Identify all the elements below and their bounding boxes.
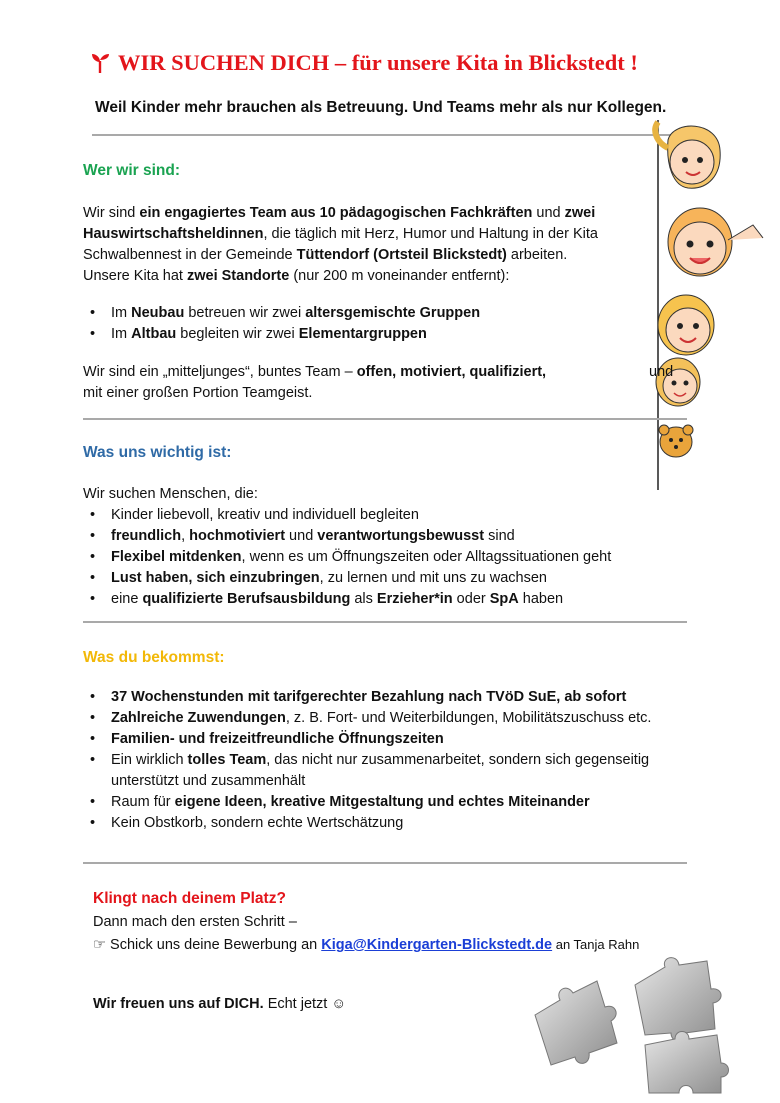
bold-text: Zahlreiche Zuwendungen [111,710,286,726]
list-item [83,568,611,589]
bold-text: SpA [489,591,519,607]
values-intro: Wir suchen Menschen, die: [83,486,258,502]
list-item [83,792,590,813]
about-paragraph-4 [83,266,509,287]
list-item [83,526,611,547]
divider [92,134,672,136]
list-item [83,303,480,324]
contact-line-2-pre: Schick uns deine Bewerbung an [106,937,322,953]
bold-text: eigene Ideen, kreative Mitgestaltung und echtes Miteinander [174,794,590,810]
contact-line-2-post: an Tanja Rahn [552,937,640,952]
list-item [83,813,590,834]
puzzle-pieces-illustration [525,955,740,1095]
bold-text: Hauswirtschaftsheldinnen [83,226,264,242]
seedling-icon [90,52,110,74]
about-paragraph-3 [83,245,567,266]
bold-text: ein engagiertes Team aus 10 pädagogischen Fachkräften [139,205,533,221]
text-run: haben [518,591,564,607]
closing-rest: Echt jetzt ☺ [263,996,347,1012]
contact-heading: Klingt nach deinem Platz? [93,890,286,907]
team-description-end: und [649,364,674,380]
text-run: , wenn es um Öffnungszeiten oder Alltagssituationen geht [241,549,612,565]
text-run: , die täglich mit Herz, Humor und Haltung in der Kita [263,226,598,242]
about-paragraph-2 [83,224,598,245]
bold-text: Lust haben, sich einzubringen [111,570,320,586]
bold-text: offen, motiviert, qualifiziert, [356,364,547,380]
contact-line-1: Dann mach den ersten Schritt – [93,914,297,930]
text-run: Wir sind ein „mitteljunges“, buntes Team – [83,364,357,380]
bold-text: Neubau [131,305,185,321]
bold-text: altersgemischte Gruppen [305,305,481,321]
about-paragraph-1 [83,203,595,224]
text-run: arbeiten. [506,247,568,263]
benefit-continuation: unterstützt und zusammenhält [111,773,306,789]
text-run: , das nicht nur zusammenarbeitet, sondern sich gegenseitig [266,752,650,768]
text-run: begleiten wir zwei [176,326,299,342]
list-item [83,729,651,750]
bold-text: verantwortungsbewusst [317,528,485,544]
text-run: Raum für [111,794,175,810]
text-run: betreuen wir zwei [184,305,306,321]
contact-line-2 [93,934,639,956]
text-run: , [181,528,190,544]
divider [83,418,687,420]
text-run: sind [484,528,515,544]
bold-text: 37 Wochenstunden mit tarifgerechter Bezahlung nach TVöD SuE, ab sofort [111,689,627,705]
subtitle: Weil Kinder mehr brauchen als Betreuung. Und Teams mehr als nur Kollegen. [95,99,667,116]
text-run: (nur 200 m voneinander entfernt): [289,268,510,284]
text-run: , zu lernen und mit uns zu wachsen [319,570,547,586]
bold-text: zwei Standorte [186,268,290,284]
benefits-list-a [83,687,651,771]
text-run: Ein wirklich [111,752,188,768]
text-run: Kein Obstkorb, sondern echte Wertschätzung [111,815,404,831]
bold-text: freundlich [111,528,182,544]
text-run: Unsere Kita hat [83,268,187,284]
list-item [83,547,611,568]
text-run: , z. B. Fort- und Weiterbildungen, Mobilitätszuschuss etc. [285,710,652,726]
text-run: Kinder liebevoll, kreativ und individuell begleiten [111,507,419,523]
bold-text: qualifizierte Berufsausbildung [142,591,351,607]
bold-text: Familien- und freizeitfreundliche Öffnungszeiten [111,731,444,747]
team-description-1 [83,362,546,383]
list-item [83,589,611,610]
list-item [83,750,651,771]
text-run: Wir sind [83,205,140,221]
team-description-2: mit einer großen Portion Teamgeist. [83,385,313,401]
bold-text: Flexibel mitdenken [111,549,242,565]
section-heading-benefits: Was du bekommst: [83,649,225,666]
kids-peeking-illustration [628,120,768,490]
text-run: eine [111,591,143,607]
section-heading-about: Wer wir sind: [83,162,181,179]
text-run: Schwalbennest in der Gemeinde [83,247,297,263]
about-list [83,303,480,345]
divider [83,621,687,623]
text-run: als [350,591,377,607]
list-item [83,687,651,708]
text-run: und [285,528,318,544]
text-run: oder [452,591,490,607]
list-item [83,505,611,526]
text-run: Im [111,326,132,342]
section-heading-values: Was uns wichtig ist: [83,444,232,461]
email-link[interactable]: Kiga@Kindergarten-Blickstedt.de [321,937,553,953]
text-run: und [532,205,565,221]
page-title [90,50,638,76]
bold-text: hochmotiviert [189,528,286,544]
bold-text: Tüttendorf (Ortsteil Blickstedt) [296,247,507,263]
benefits-list-b [83,792,590,834]
bold-text: Altbau [131,326,177,342]
text-run: Im [111,305,132,321]
values-list [83,505,611,610]
list-item [83,324,480,345]
pointing-hand-icon: ☞ [93,937,106,953]
closing-line [93,994,346,1015]
closing-bold: Wir freuen uns auf DICH. [93,996,264,1012]
bold-text: zwei [564,205,596,221]
list-item [83,708,651,729]
bold-text: Erzieher*in [376,591,453,607]
divider [83,862,687,864]
title-text: WIR SUCHEN DICH – für unsere Kita in Blickstedt ! [118,50,638,75]
bold-text: tolles Team [187,752,267,768]
bold-text: Elementargruppen [298,326,427,342]
